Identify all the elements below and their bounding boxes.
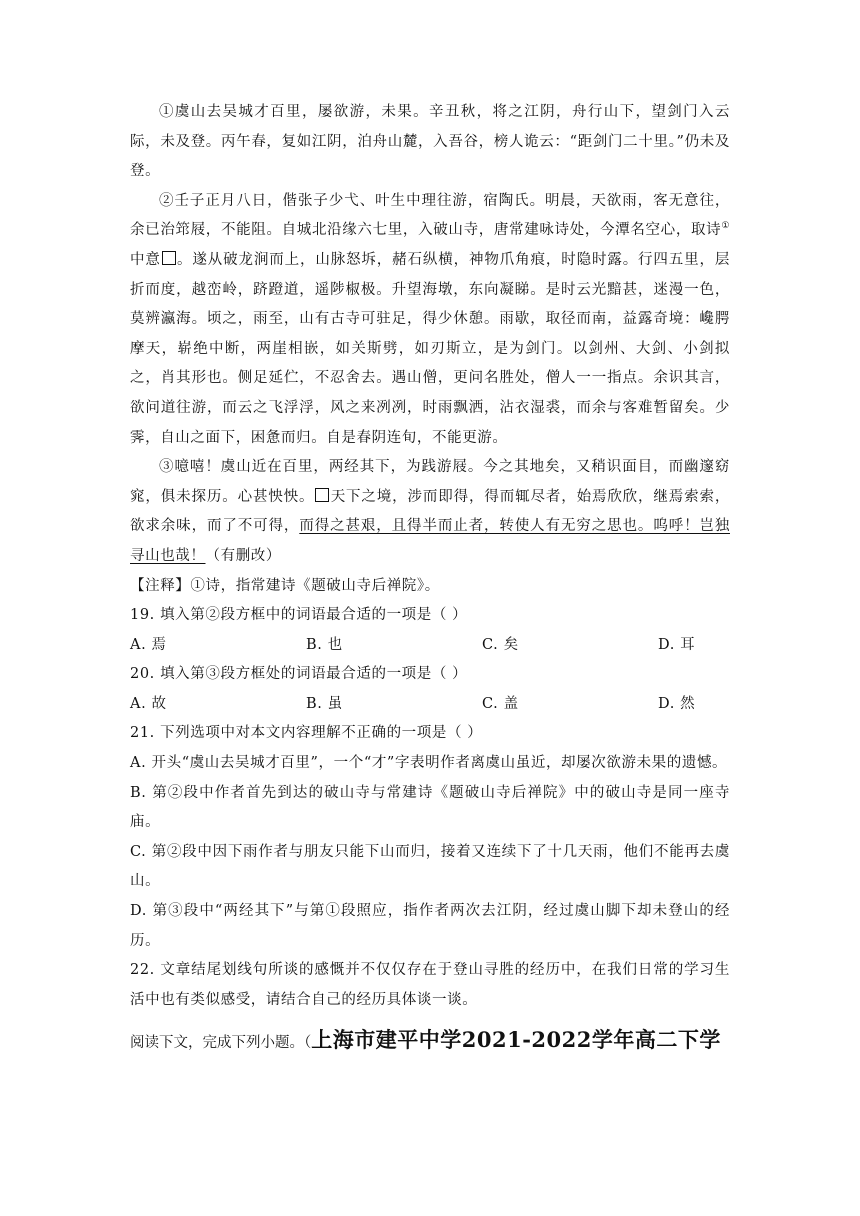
- reading-section: [130, 98, 730, 1015]
- paragraph-2-text-b: 中意: [130, 251, 161, 268]
- fill-in-blank-box: [315, 488, 329, 502]
- question-21-option-c: C. 第②段中因下雨作者与朋友只能下山而归，接着又连续下了十几天雨，他们不能再去虞山。: [130, 843, 730, 890]
- abridged-note: （有删改）: [205, 547, 281, 564]
- question-22-stem: 22. 文章结尾划线句所谈的感慨并不仅仅存在于登山寻胜的经历中，在我们日常的学习生活中也有类似感受，请结合自己的经历具体谈一谈。: [130, 962, 730, 1008]
- option-d: D. 然: [658, 695, 696, 712]
- question-21-option-a: A. 开头“虞山去吴城才百里”，一个“才”字表明作者离虞山虽近，却屡次欲游未果的遗憾。: [130, 755, 728, 772]
- question-20-stem: 20. 填入第③段方框处的词语最合适的一项是（ ）: [130, 666, 468, 683]
- question-19-stem: 19. 填入第②段方框中的词语最合适的一项是（ ）: [130, 607, 468, 624]
- option-d: D. 耳: [658, 636, 696, 653]
- option-c: C. 盖: [482, 695, 519, 712]
- question-21-option-b: B. 第②段中作者首先到达的破山寺与常建诗《题破山寺后禅院》中的破山寺是同一座寺庙。: [130, 784, 730, 831]
- passage-paragraph-2: [130, 187, 730, 453]
- fill-in-blank-box: [162, 251, 176, 265]
- lead-text: 阅读下文，完成下列小题。（: [130, 1035, 312, 1051]
- passage-paragraph-3: [130, 453, 730, 571]
- option-b: B. 虽: [306, 695, 343, 712]
- paragraph-3-text-b: 天下之境，涉而即得，得而辄尽者，始焉欣欣，继焉索索，欲求余味，而了不可得，: [130, 488, 730, 535]
- underlined-sentence: 而得之甚艰，且得半而止者，转使人有无穷之思也。呜呼！岂独寻山也哉！: [130, 518, 730, 564]
- paragraph-3-text-a: ③噫嘻！虞山近在百里，两经其下，为践游屐。今之其地矣，又稍识面目，而幽邃窈窕，俱未探历。心甚怏怏。: [130, 459, 730, 505]
- question-21-stem: 21. 下列选项中对本文内容理解不正确的一项是（ ）: [130, 725, 483, 742]
- next-section-lead: [130, 1024, 770, 1054]
- option-a: A. 焉: [130, 636, 167, 653]
- option-a: A. 故: [130, 695, 167, 712]
- paragraph-1-text: ①虞山去吴城才百里，屡欲游，未果。辛丑秋，将之江阴，舟行山下，望剑门入云际，未及登。丙午春，复如江阴，泊舟山麓，入吾谷，榜人诡云：“距剑门二十里。”仍未及登。: [130, 104, 730, 180]
- question-20-options: [130, 690, 730, 720]
- footnote-marker: ①: [721, 221, 730, 232]
- question-21-option-d: D. 第③段中“两经其下”与第①段照应，指作者两次去江阴，经过虞山脚下却未登山的经历。: [130, 903, 730, 949]
- source-title: 上海市建平中学2021-2022学年高二下学: [311, 1027, 721, 1052]
- passage-paragraph-1: [130, 98, 730, 187]
- annotation: [130, 572, 730, 602]
- annotation-text: ①诗，指常建诗《题破山寺后禅院》。: [190, 577, 440, 594]
- option-c: C. 矣: [482, 636, 519, 653]
- annotation-label: 【注释】: [130, 577, 191, 594]
- paragraph-2-text-c: 。遂从破龙涧而上，山脉怒坼，赭石纵横，神物爪角痕，时隐时露。行四五里，层折而度，越峦岭，跻蹬道，遥陟椒极。升望海墩，东向凝睇。是时云光黯甚，迷漫一色，莫辨瀛海。顷之，雨至，山有古寺可驻足，得少休憩。雨歇，取径而南，益露奇境：巉腭摩天，崭绝中断，两崖相嵌，如关斯劈，如刃斯立，是为剑门。以剑州、大剑、小剑拟之，肖其形也。侧足延伫，不忍舍去。遇山僧，更问名胜处，僧人一一指点。余识其言，欲问道往游，而云之飞浮浮，风之来冽冽，时雨飘洒，沾衣湿裘，而余与客难暂留矣。少霁，自山之面下，困惫而归。自是春阴连旬，不能更游。: [130, 251, 730, 446]
- question-19-options: [130, 631, 730, 661]
- paragraph-2-text-a: ②壬子正月八日，偕张子少弋、叶生中理往游，宿陶氏。明晨，天欲雨，客无意往，余已治筇屐，不能阻。自城北沿缘六七里，入破山寺，唐常建咏诗处，今潭名空心，取诗: [130, 192, 730, 239]
- option-b: B. 也: [306, 636, 343, 653]
